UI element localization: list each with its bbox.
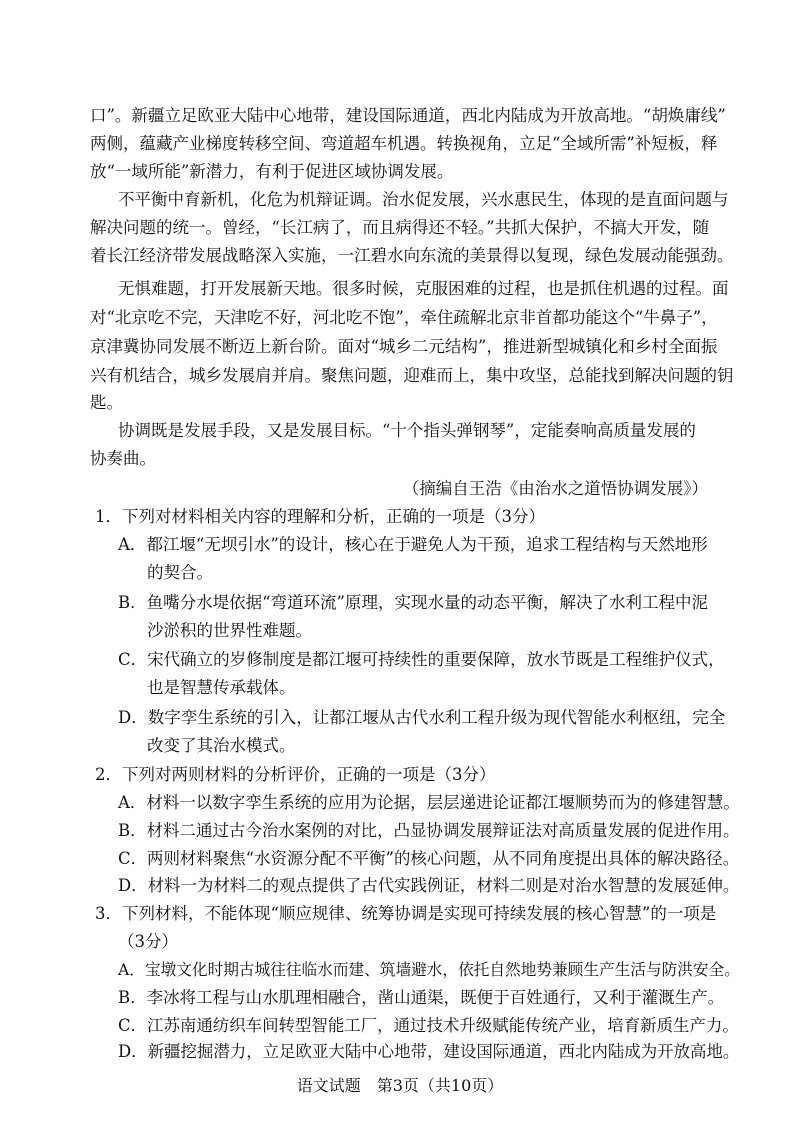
- passage-line: 解决问题的统一。曾经，“长江病了，而且病得还不轻。”共抓大保护，不搞大开发，随: [90, 217, 710, 237]
- question-1-option-b: B．鱼嘴分水堤依据“弯道环流”原理，实现水量的动态平衡，解决了水利工程中泥: [118, 592, 708, 612]
- question-3-option-c: C．江苏南通纺织车间转型智能工厂，通过技术升级赋能传统产业，培育新质生产力。: [118, 1015, 739, 1035]
- passage-line: 京津冀协同发展不断迈上新台阶。面对“城乡二元结构”，推进新型城镇化和乡村全面振: [90, 336, 718, 356]
- question-3-stem-cont: （3分）: [118, 932, 178, 952]
- passage-source: （摘编自王浩《由治水之道悟协调发展》）: [402, 479, 708, 499]
- question-3-option-d: D．新疆挖掘潜力，立足欧亚大陆中心地带，建设国际通道，西北内陆成为开放高地。: [118, 1042, 740, 1061]
- question-1-option-c-cont: 也是智慧传承载体。: [147, 678, 296, 698]
- question-2-option-d: D．材料一为材料二的观点提供了古代实践例证，材料二则是对治水智慧的发展延伸。: [118, 876, 740, 896]
- question-1-stem: 1．下列对材料相关内容的理解和分析，正确的一项是（3分）: [95, 507, 545, 526]
- passage-line: 不平衡中育新机，化危为机辩证调。治水促发展，兴水惠民生，体现的是直面问题与: [118, 189, 729, 209]
- question-2-option-a: A．材料一以数字孪生系统的应用为论据，层层递进论证都江堰顺势而为的修建智慧。: [118, 792, 740, 812]
- passage-line: 对“北京吃不完，天津吃不好，河北吃不饱”，牵住疏解北京非首都功能这个“牛鼻子”，: [90, 307, 718, 327]
- question-1-option-c: C．宋代确立的岁修制度是都江堰可持续性的重要保障，放水节既是工程维护仪式，: [118, 650, 725, 670]
- passage-line: 口”。新疆立足欧亚大陆中心地带，建设国际通道，西北内陆成为开放高地。“胡焕庸线”: [90, 106, 726, 125]
- question-3-stem: 3．下列材料，不能体现“顺应规律、统筹协调是实现可持续发展的核心智慧”的一项是: [95, 904, 717, 924]
- question-2-option-b: B．材料二通过古今治水案例的对比，凸显协调发展辩证法对高质量发展的促进作用。: [118, 820, 740, 840]
- question-3-option-a: A．宝墩文化时期古城往往临水而建、筑墙避水，依托自然地势兼顾生产生活与防洪安全。: [118, 960, 740, 980]
- passage-line: 两侧，蕴藏产业梯度转移空间、弯道超车机遇。转换视角，立足“全域所需”补短板，释: [90, 133, 718, 153]
- question-1-option-a: A．都江堰“无坝引水”的设计，核心在于避免人为干预，追求工程结构与天然地形: [118, 534, 708, 554]
- question-1-option-d: D．数字孪生系统的引入，让都江堰从古代水利工程升级为现代智能水利枢纽，完全: [118, 708, 726, 727]
- question-3-option-b: B．李冰将工程与山水肌理相融合，凿山通渠，既便于百姓通行，又利于灌溉生产。: [118, 988, 725, 1007]
- passage-line: 着长江经济带发展战略深入实施，一江碧水向东流的美景得以复现，绿色发展动能强劲。: [90, 245, 734, 265]
- question-1-option-b-cont: 沙淤积的世界性难题。: [147, 620, 312, 640]
- question-1-option-a-cont: 的契合。: [147, 562, 213, 582]
- passage-line: 放“一域所能”新潜力，有利于促进区域协调发展。: [90, 161, 454, 181]
- question-2-option-c: C．两则材料聚焦“水资源分配不平衡”的核心问题，从不同角度提出具体的解决路径。: [118, 848, 740, 868]
- passage-line: 兴有机结合，城乡发展肩并肩。聚焦问题，迎难而上，集中攻坚，总能找到解决问题的钥: [90, 365, 734, 385]
- page-footer: 语文试题 第3页（共10页）: [296, 1076, 504, 1095]
- question-2-stem: 2．下列对两则材料的分析评价，正确的一项是（3分）: [95, 764, 496, 784]
- passage-line: 协调既是发展手段，又是发展目标。“十个指头弹钢琴”，定能奏响高质量发展的: [118, 420, 696, 440]
- question-1-option-d-cont: 改变了其治水模式。: [147, 735, 296, 755]
- passage-line: 无惧难题，打开发展新天地。很多时候，克服困难的过程，也是抓住机遇的过程。面: [118, 279, 729, 299]
- passage-line: 匙。: [90, 392, 123, 412]
- passage-line: 协奏曲。: [90, 449, 156, 469]
